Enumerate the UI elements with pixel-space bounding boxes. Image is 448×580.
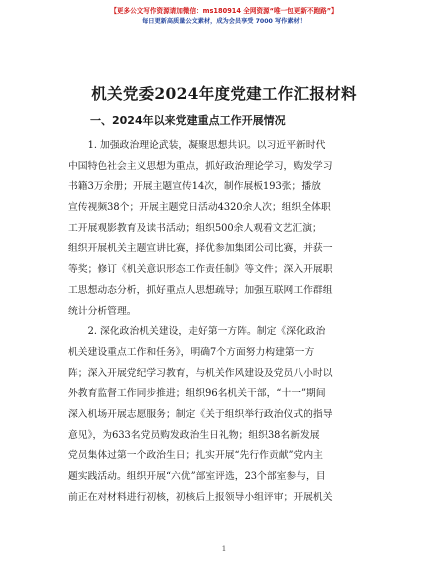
paragraph-line: 等奖；修订《机关意识形态工作责任制》等文件；深入开展职 xyxy=(68,264,333,276)
document-title: 机关党委2024年度党建工作汇报材料 xyxy=(91,84,357,103)
paragraph-line: 党员集体过第一个政治生日；扎实开展“先行作贡献”党内主 xyxy=(68,450,323,462)
paragraph-line: 深入机场开展志愿服务；制定《关于组织举行政治仪式的指导 xyxy=(68,408,333,420)
promo-banner-line-2: 每日更新高质量公文素材，成为会员享受 7000 写作素材！ xyxy=(142,18,306,25)
page-number: 1 xyxy=(221,544,227,553)
paragraph-line: 题实践活动。组织开展“六优”部室评选，23个部室参与，目 xyxy=(68,471,326,482)
paragraph-line: 宣传视频38个；开展主题党日活动4320余人次；组织全体职 xyxy=(68,202,331,214)
promo-banner-line-1: 【更多公文写作资源请加微信：ms180914 全网资源“唯一包更新不跑路”】 xyxy=(110,7,338,15)
paragraph-line: 2. 深化政治机关建设，走好第一方阵。制定《深化政治 xyxy=(68,326,326,338)
document-body xyxy=(68,136,380,508)
paragraph-line: 前正在对材料进行初核，初核后上报领导小组评审；开展机关 xyxy=(68,491,333,503)
paragraph-line: 中国特色社会主义思想为重点，抓好政治理论学习，购发学习 xyxy=(68,160,333,172)
paragraph-line: 书籍3万余册；开展主题宣传14次，制作展板193张；播放 xyxy=(68,181,321,193)
paragraph-line: 工思想动态分析，抓好重点人思想疏导；加强互联网工作群组 xyxy=(68,284,333,296)
promo-banner xyxy=(0,6,448,26)
paragraph-line: 组织开展机关主题宣讲比赛，择优参加集团公司比赛，并获一 xyxy=(68,243,333,255)
paragraph-line: 阵；深入开展党纪学习教育，与机关作风建设及党员八小时以 xyxy=(68,367,333,379)
paragraph-2 xyxy=(68,322,380,508)
paragraph-line: 意见》，为633名党员购发政治生日礼物；组织38名新发展 xyxy=(68,429,320,441)
paragraph-line: 工开展观影教育及读书活动；组织500余人观看文艺汇演； xyxy=(68,222,322,234)
paragraph-line: 统计分析管理。 xyxy=(68,305,137,317)
paragraph-line: 机关建设重点工作和任务》，明确7个方面努力构建第一方 xyxy=(68,346,315,358)
section-heading: 一、2024年以来党建重点工作开展情况 xyxy=(90,114,286,127)
paragraph-line: 1. 加强政治理论武装，凝聚思想共识。以习近平新时代 xyxy=(68,140,326,151)
paragraph-1 xyxy=(68,136,380,322)
paragraph-line: 外教育监督工作同步推进；组织96名机关干部，“十一”期间 xyxy=(68,388,326,400)
